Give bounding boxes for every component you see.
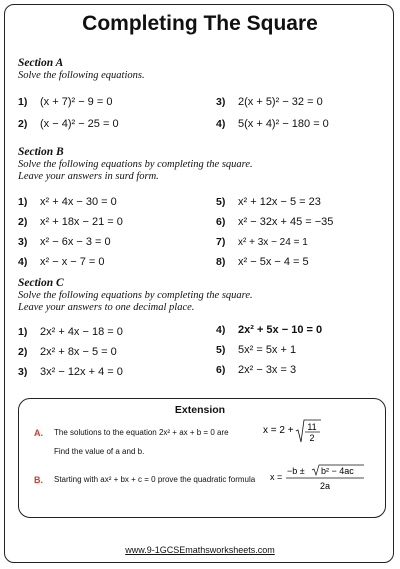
question-number: 4): [216, 118, 226, 130]
question-c5: [216, 342, 296, 358]
question-number: 4): [216, 324, 226, 336]
question-c4: [216, 322, 322, 338]
extension-title: Extension: [174, 404, 226, 416]
question-number: 6): [216, 364, 226, 376]
formula-lhs: x =: [270, 472, 283, 482]
question-number: 1): [18, 326, 28, 338]
extension-a-letter: A.: [34, 428, 43, 438]
question-expression: (x − 4)² − 25 = 0: [40, 118, 119, 130]
section-c-instructions-line2: Leave your answers to one decimal place.: [18, 302, 195, 313]
extension-a-formula: [263, 418, 323, 448]
question-expression: x² − 5x − 4 = 5: [238, 256, 309, 268]
question-c6: [216, 362, 296, 378]
question-number: 3): [216, 96, 226, 108]
formula-denominator: 2a: [319, 481, 331, 491]
question-expression: x² − 6x − 3 = 0: [40, 236, 111, 248]
question-expression: 2(x + 5)² − 32 = 0: [238, 96, 323, 108]
question-expression: 3x² − 12x + 4 = 0: [40, 366, 123, 378]
question-b1: [18, 194, 117, 210]
extension-b-letter: B.: [34, 475, 43, 485]
question-b4: [18, 254, 105, 270]
question-a4: [216, 116, 329, 132]
extension-a-text: The solutions to the equation 2x² + ax + b = 0 are: [54, 428, 229, 437]
question-number: 5): [216, 196, 226, 208]
question-b7: [216, 234, 308, 250]
question-expression: x² + 3x − 24 = 1: [238, 237, 308, 248]
section-b-instructions-line1: Solve the following equations by completing the square.: [18, 159, 253, 170]
extension-b-text: Starting with ax² + bx + c = 0 prove the quadratic formula: [54, 475, 256, 484]
question-c1: [18, 324, 123, 340]
question-number: 5): [216, 344, 226, 356]
question-expression: x² + 18x − 21 = 0: [40, 216, 123, 228]
question-expression: 2x² + 5x − 10 = 0: [238, 324, 323, 336]
question-number: 4): [18, 256, 28, 268]
question-a1: [18, 94, 112, 110]
question-c3: [18, 364, 123, 380]
question-number: 2): [18, 346, 28, 358]
question-expression: 5(x + 4)² − 180 = 0: [238, 118, 329, 130]
question-a3: [216, 94, 323, 110]
formula-denominator: 2: [309, 433, 315, 443]
section-b-instructions-line2: Leave your answers in surd form.: [18, 171, 159, 182]
section-b-heading: Section B: [18, 146, 64, 158]
question-expression: x² − x − 7 = 0: [40, 256, 105, 268]
question-b2: [18, 214, 123, 230]
question-a2: [18, 116, 119, 132]
section-a-heading: Section A: [18, 57, 64, 69]
question-expression: 5x² = 5x + 1: [238, 344, 297, 356]
question-expression: 2x² − 3x = 3: [238, 364, 297, 376]
question-expression: x² − 32x + 45 = −35: [238, 216, 334, 228]
question-expression: x² + 12x − 5 = 23: [238, 196, 321, 208]
question-number: 3): [18, 366, 28, 378]
footer-website-link[interactable]: www.9-1GCSEmathsworksheets.com: [125, 545, 275, 555]
section-c-heading: Section C: [18, 277, 64, 289]
question-expression: 2x² + 4x − 18 = 0: [40, 326, 123, 338]
page-title: Completing The Square: [82, 12, 318, 35]
question-number: 2): [18, 118, 28, 130]
question-number: 1): [18, 96, 28, 108]
question-number: 2): [18, 216, 28, 228]
question-expression: (x + 7)² − 9 = 0: [40, 96, 113, 108]
extension-box: [18, 398, 386, 518]
question-number: 8): [216, 256, 226, 268]
formula-lhs: x = 2 +: [263, 425, 294, 436]
question-number: 3): [18, 236, 28, 248]
question-b8: [216, 254, 309, 270]
formula-radicand: b² − 4ac: [321, 466, 354, 476]
question-c2: [18, 344, 117, 360]
question-number: 7): [216, 236, 226, 248]
question-b6: [216, 214, 333, 230]
formula-numerator-prefix: −b ±: [287, 466, 305, 476]
question-b3: [18, 234, 111, 250]
section-a-instructions: Solve the following equations.: [18, 70, 145, 81]
question-number: 1): [18, 196, 28, 208]
extension-b-formula: [270, 464, 366, 496]
question-number: 6): [216, 216, 226, 228]
extension-a-followup: Find the value of a and b.: [54, 447, 145, 456]
question-expression: x² + 4x − 30 = 0: [40, 196, 117, 208]
formula-numerator: 11: [307, 422, 317, 432]
question-expression: 2x² + 8x − 5 = 0: [40, 346, 117, 358]
section-c-instructions-line1: Solve the following equations by completing the square.: [18, 290, 253, 301]
question-b5: [216, 194, 321, 210]
